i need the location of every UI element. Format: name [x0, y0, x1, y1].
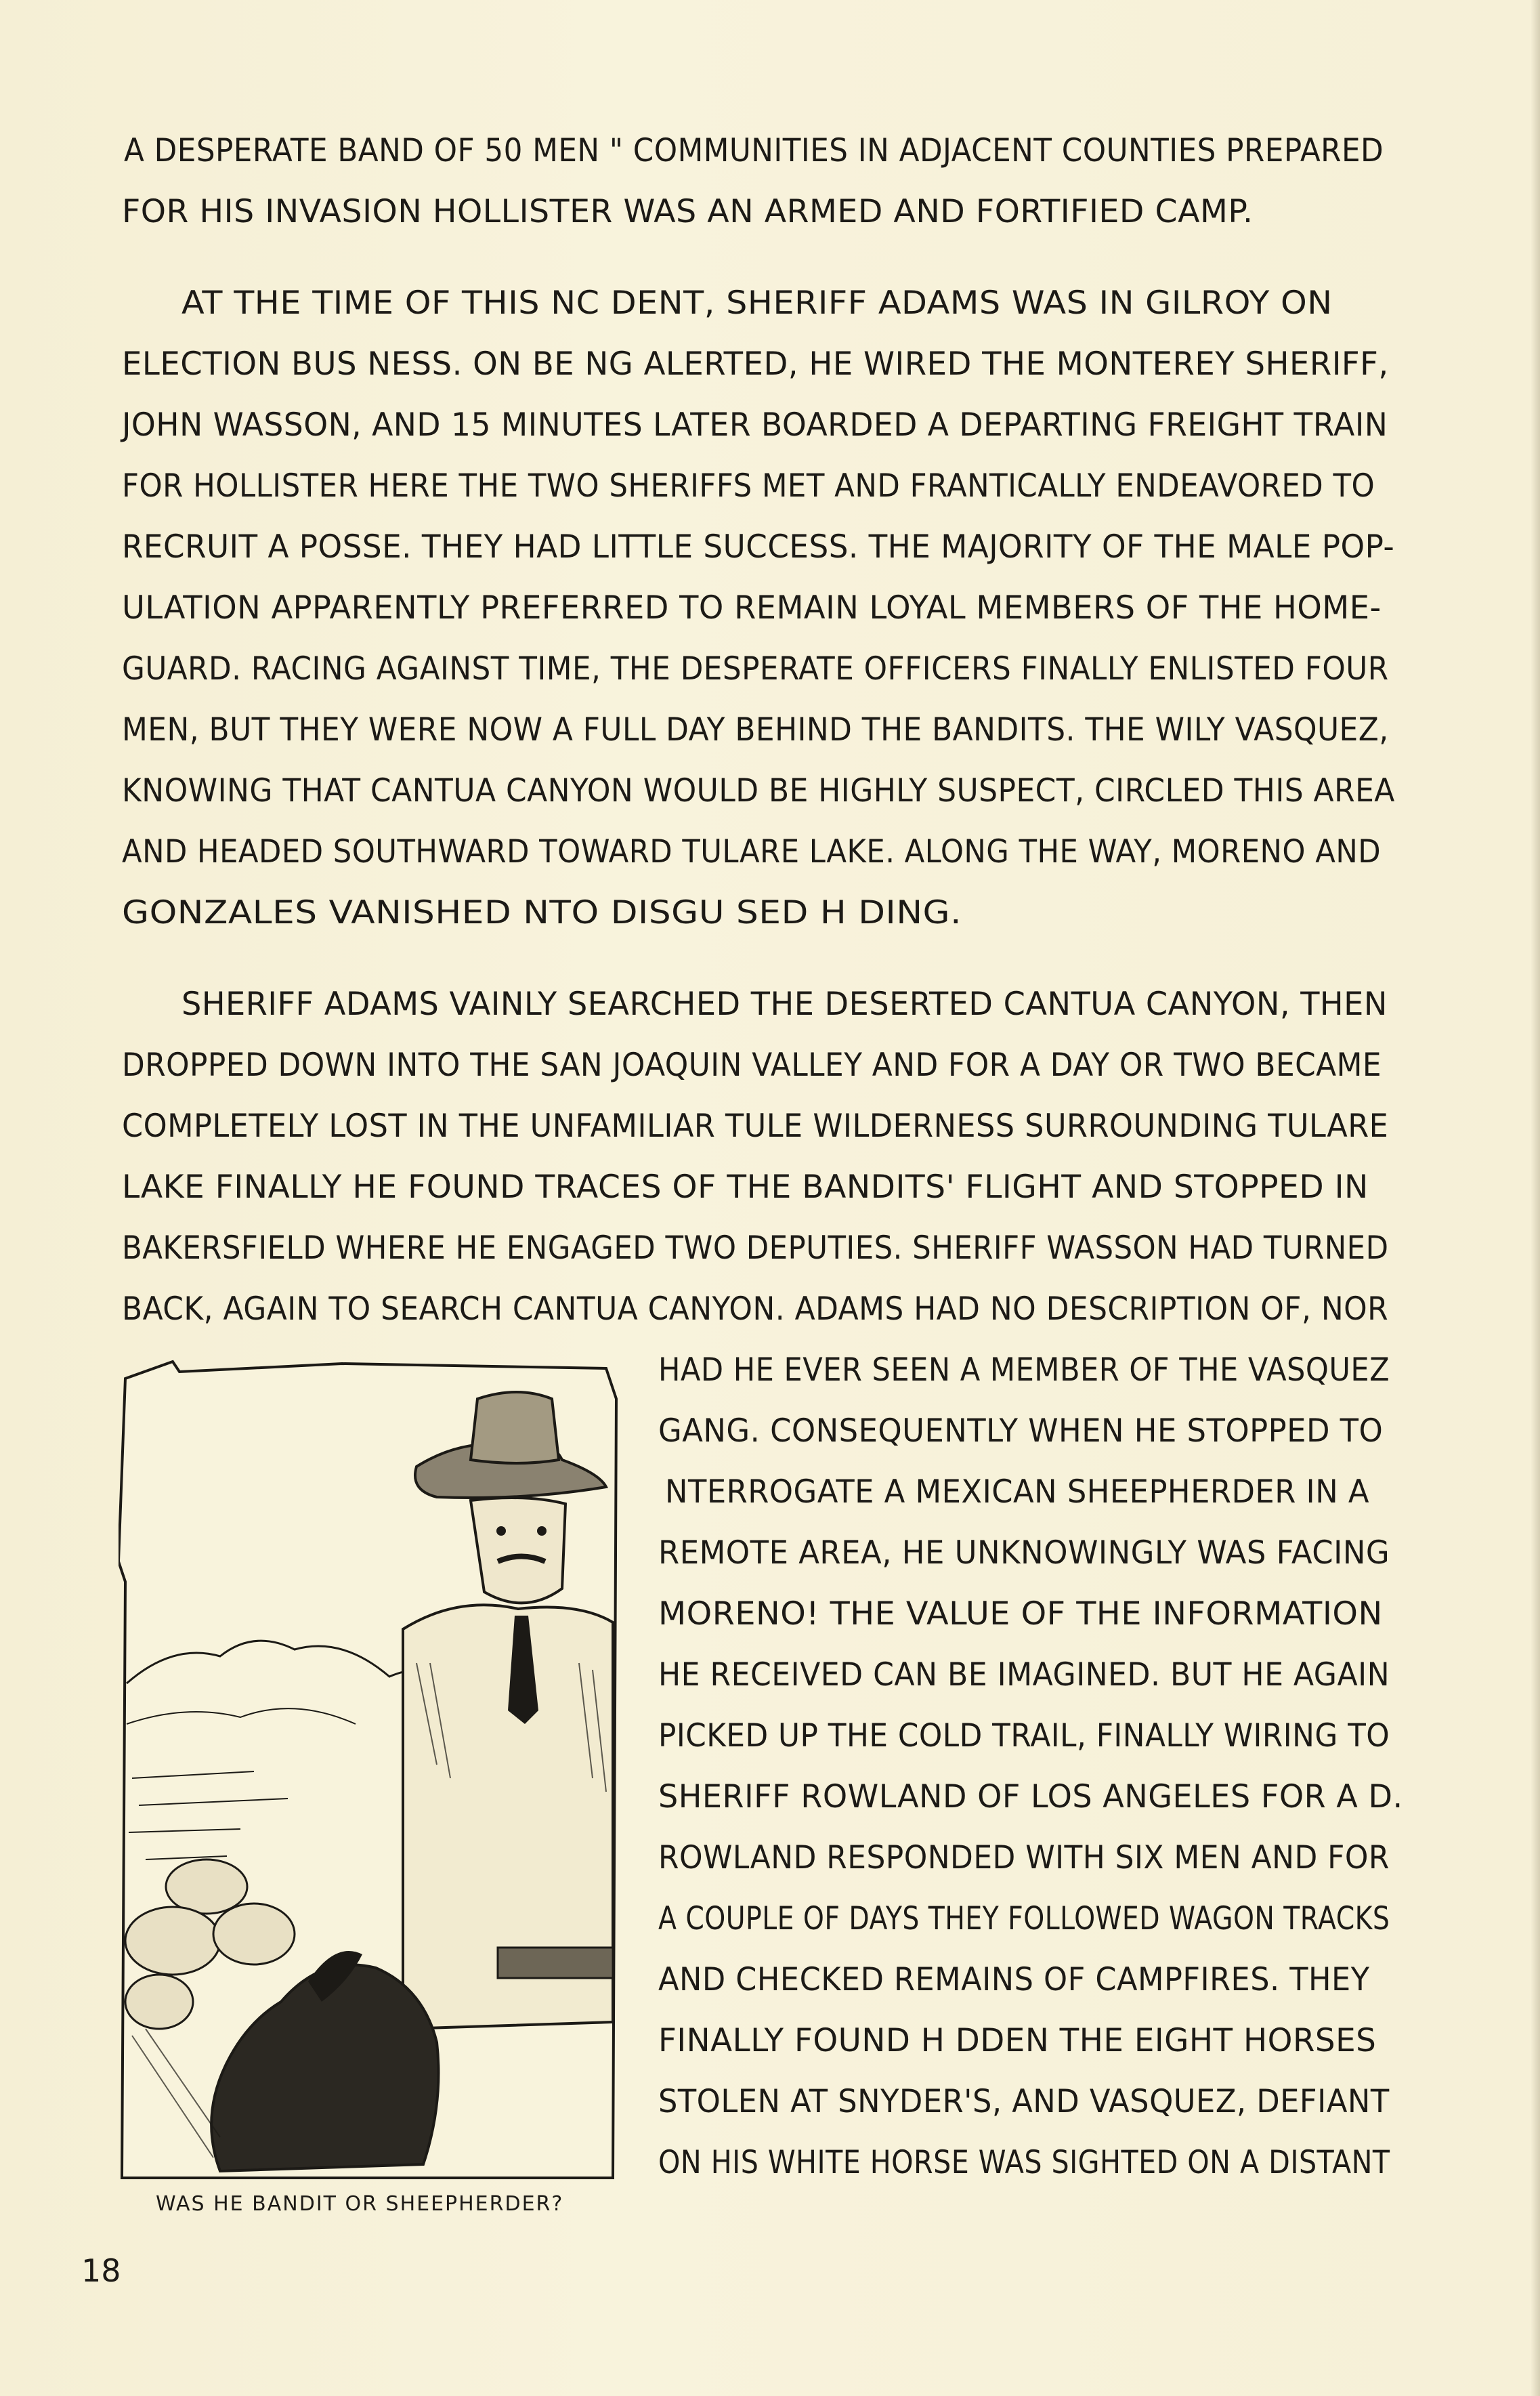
- text-line: FINALLY FOUND H DDEN THE EIGHT HORSES: [658, 2022, 1377, 2059]
- page-edge-shadow: [1531, 0, 1540, 2396]
- text-line: REMOTE AREA, HE UNKNOWINGLY WAS FACING: [658, 1534, 1390, 1572]
- text-line: ON HIS WHITE HORSE WAS SIGHTED ON A DISTANT: [658, 2144, 1390, 2181]
- text-line: GUARD. RACING AGAINST TIME, THE DESPERATE OFFICERS FINALLY ENLISTED FOUR: [122, 650, 1389, 688]
- text-line: AND HEADED SOUTHWARD TOWARD TULARE LAKE. ALONG THE WAY, MORENO AND: [122, 833, 1382, 870]
- text-line: LAKE FINALLY HE FOUND TRACES OF THE BANDITS' FLIGHT AND STOPPED IN: [122, 1169, 1369, 1206]
- bandit-illustration: [119, 1358, 620, 2181]
- page-number: 18: [81, 2252, 121, 2289]
- text-line: AT THE TIME OF THIS NC DENT, SHERIFF ADAMS WAS IN GILROY ON: [181, 285, 1333, 322]
- text-line: GANG. CONSEQUENTLY WHEN HE STOPPED TO: [658, 1412, 1384, 1450]
- text-line: NTERROGATE A MEXICAN SHEEPHERDER IN A: [665, 1473, 1370, 1511]
- text-line: DROPPED DOWN INTO THE SAN JOAQUIN VALLEY AND FOR A DAY OR TWO BECAME: [122, 1047, 1382, 1084]
- text-line: HAD HE EVER SEEN A MEMBER OF THE VASQUEZ: [658, 1351, 1390, 1389]
- text-line: GONZALES VANISHED NTO DISGU SED H DING.: [122, 894, 962, 931]
- text-line: RECRUIT A POSSE. THEY HAD LITTLE SUCCESS. THE MAJORITY OF THE MALE POP-: [122, 528, 1395, 566]
- text-line: BACK, AGAIN TO SEARCH CANTUA CANYON. ADAMS HAD NO DESCRIPTION OF, NOR: [122, 1290, 1389, 1328]
- text-line: BAKERSFIELD WHERE HE ENGAGED TWO DEPUTIES. SHERIFF WASSON HAD TURNED: [122, 1229, 1389, 1267]
- text-line: AND CHECKED REMAINS OF CAMPFIRES. THEY: [658, 1961, 1370, 1998]
- text-line: STOLEN AT SNYDER'S, AND VASQUEZ, DEFIANT: [658, 2083, 1390, 2120]
- text-line: ULATION APPARENTLY PREFERRED TO REMAIN LOYAL MEMBERS OF THE HOME-: [122, 589, 1382, 627]
- text-line: SHERIFF ROWLAND OF LOS ANGELES FOR A D.: [658, 1778, 1403, 1815]
- text-line: COMPLETELY LOST IN THE UNFAMILIAR TULE WILDERNESS SURROUNDING TULARE: [122, 1108, 1389, 1145]
- text-line: A DESPERATE BAND OF 50 MEN " COMMUNITIES IN ADJACENT COUNTIES PREPARED: [124, 132, 1384, 169]
- illustration-caption: WAS HE BANDIT OR SHEEPHERDER?: [156, 2192, 564, 2216]
- text-line: MEN, BUT THEY WERE NOW A FULL DAY BEHIND THE BANDITS. THE WILY VASQUEZ,: [122, 711, 1389, 749]
- text-line: PICKED UP THE COLD TRAIL, FINALLY WIRING TO: [658, 1717, 1390, 1754]
- text-line: FOR HOLLISTER HERE THE TWO SHERIFFS MET AND FRANTICALLY ENDEAVORED TO: [122, 467, 1375, 505]
- text-line: KNOWING THAT CANTUA CANYON WOULD BE HIGHLY SUSPECT, CIRCLED THIS AREA: [122, 772, 1395, 810]
- text-line: MORENO! THE VALUE OF THE INFORMATION: [658, 1595, 1383, 1633]
- text-line: ELECTION BUS NESS. ON BE NG ALERTED, HE WIRED THE MONTEREY SHERIFF,: [122, 345, 1389, 383]
- text-line: HE RECEIVED CAN BE IMAGINED. BUT HE AGAIN: [658, 1656, 1390, 1694]
- text-line: A COUPLE OF DAYS THEY FOLLOWED WAGON TRACKS: [658, 1900, 1390, 1937]
- text-line: SHERIFF ADAMS VAINLY SEARCHED THE DESERTED CANTUA CANYON, THEN: [181, 986, 1388, 1023]
- text-line: JOHN WASSON, AND 15 MINUTES LATER BOARDED A DEPARTING FREIGHT TRAIN: [122, 406, 1388, 444]
- text-line: ROWLAND RESPONDED WITH SIX MEN AND FOR: [658, 1839, 1390, 1876]
- text-line: FOR HIS INVASION HOLLISTER WAS AN ARMED AND FORTIFIED CAMP.: [122, 193, 1254, 230]
